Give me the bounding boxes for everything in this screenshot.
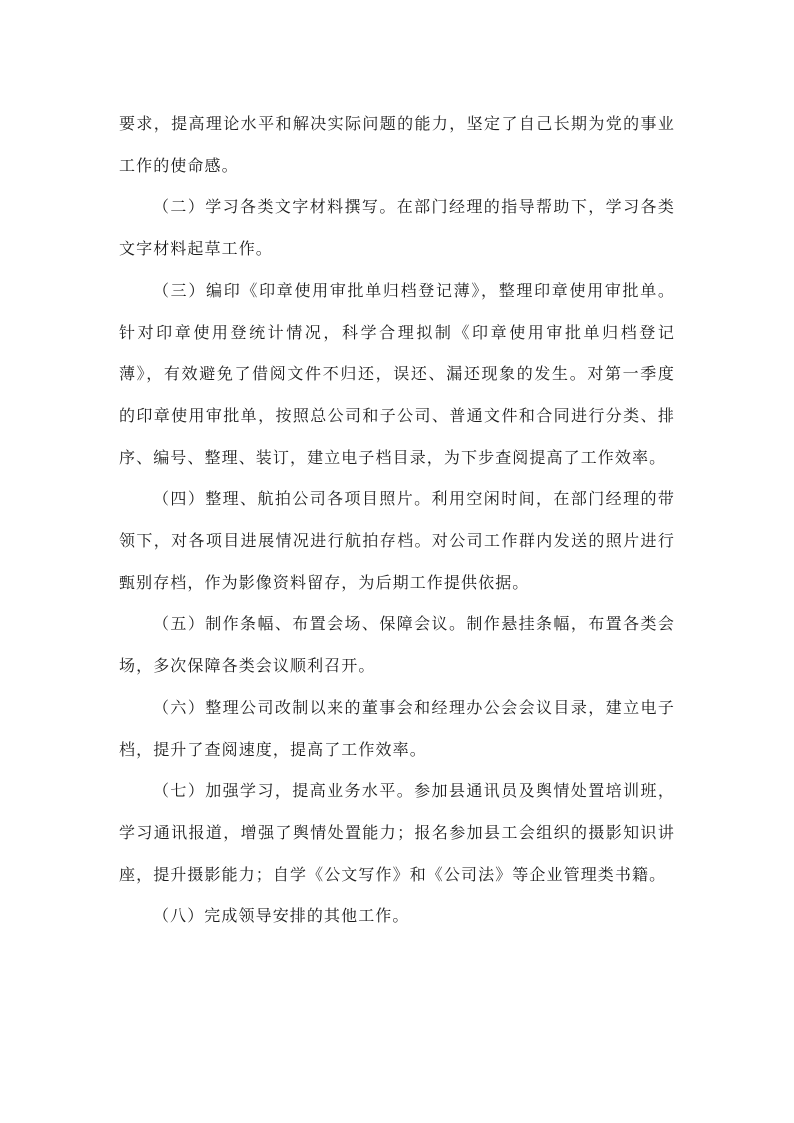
paragraph-item-4: （四）整理、航拍公司各项目照片。利用空闲时间，在部门经理的带领下，对各项目进展情况进行航拍存档。对公司工作群内发送的照片进行甄别存档，作为影像资料留存，为后期工作提供依据。: [119, 489, 675, 592]
paragraph-continuation: 要求，提高理论水平和解决实际问题的能力，坚定了自己长期为党的事业工作的使命感。: [119, 114, 675, 175]
paragraph-item-3: （三）编印《印章使用审批单归档登记薄》，整理印章使用审批单。针对印章使用登统计情况，科学合理拟制《印章使用审批单归档登记薄》，有效避免了借阅文件不归还，误还、漏还现象的发生。对第一季度的印章使用审批单，按照总公司和子公司、普通文件和合同进行分类、排序、编号、整理、装订，建立电子档目录，为下步查阅提高了工作效率。: [119, 280, 675, 467]
paragraph-item-2: （二）学习各类文字材料撰写。在部门经理的指导帮助下，学习各类文字材料起草工作。: [119, 197, 675, 259]
paragraph-item-8: （八）完成领导安排的其他工作。: [153, 906, 410, 926]
document-body: [119, 103, 675, 937]
paragraph-item-6: （六）整理公司改制以来的董事会和经理办公会会议目录，建立电子档，提升了查阅速度，提高了工作效率。: [119, 697, 675, 759]
paragraph-item-5: （五）制作条幅、布置会场、保障会议。制作悬挂条幅，布置各类会场，多次保障各类会议顺利召开。: [119, 614, 675, 676]
paragraph-item-7: （七）加强学习，提高业务水平。参加县通讯员及舆情处置培训班，学习通讯报道，增强了舆情处置能力；报名参加县工会组织的摄影知识讲座，提升摄影能力；自学《公文写作》和《公司法》等企业管理类书籍。: [119, 781, 675, 884]
